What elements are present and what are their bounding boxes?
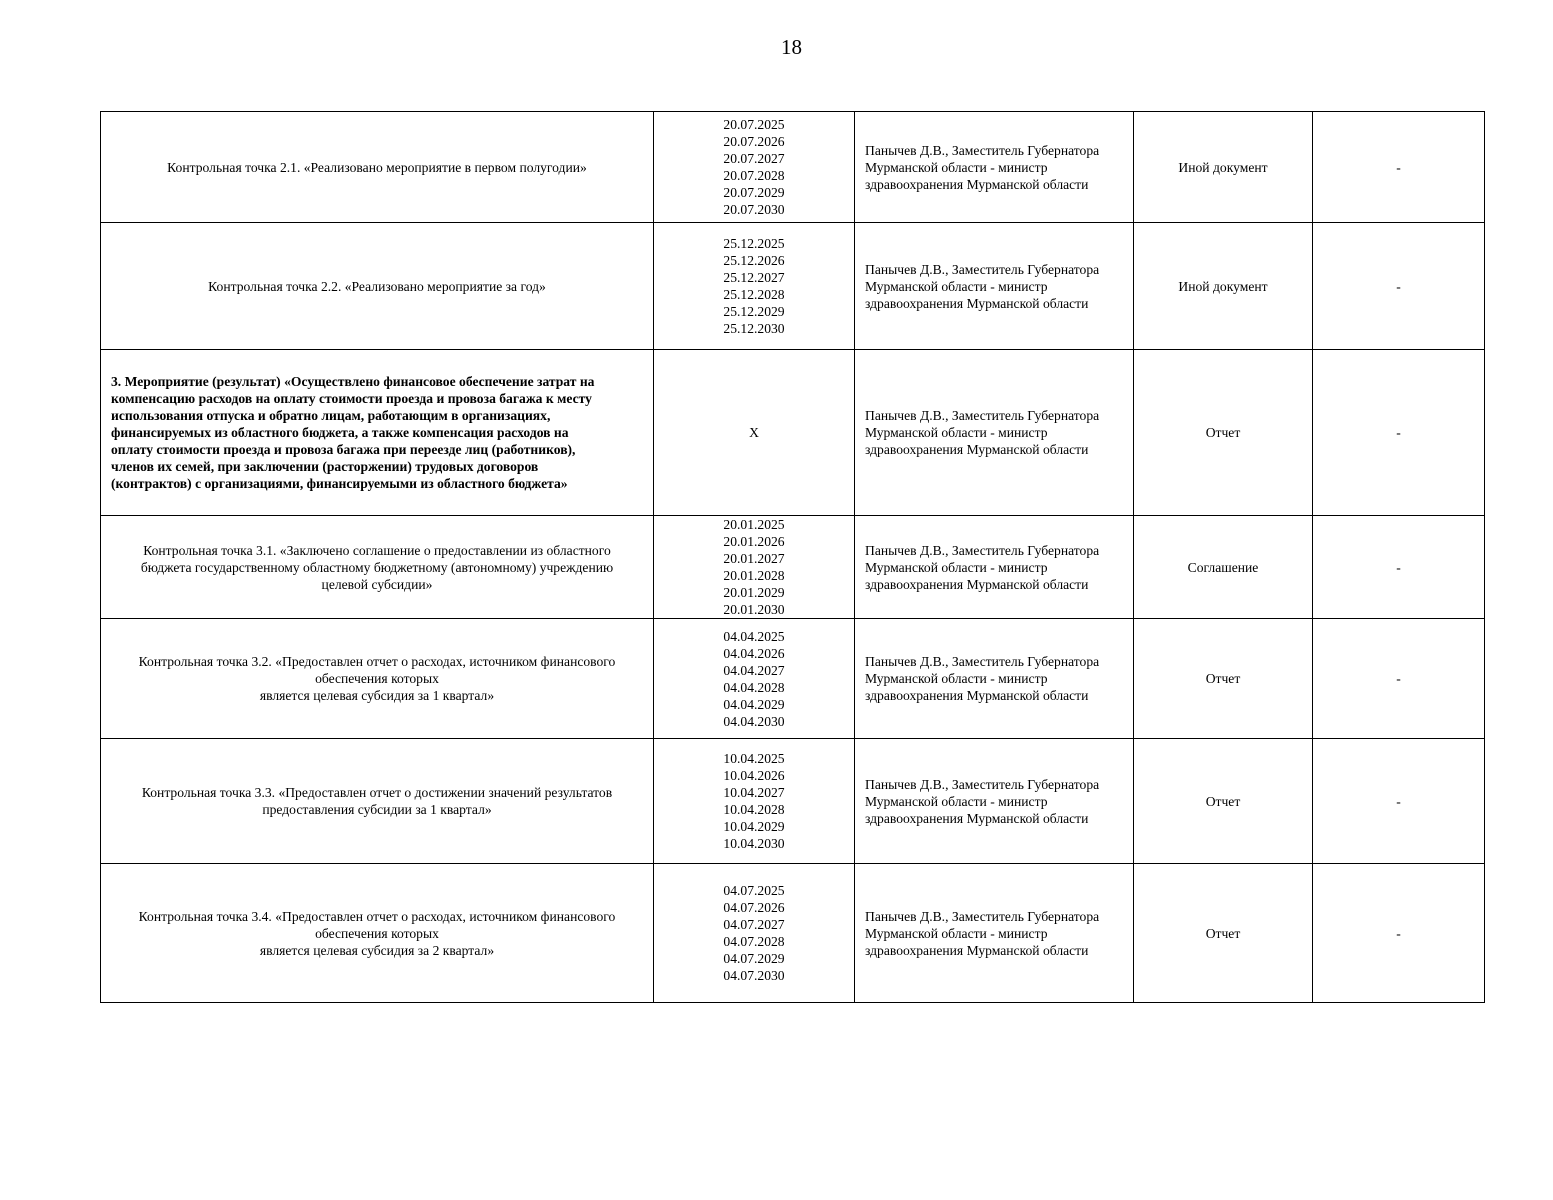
cell-note: - bbox=[1313, 619, 1485, 739]
deadline-date: 20.07.2025 bbox=[723, 117, 785, 132]
activity-name-line: членов их семей, при заключении (расторжении) трудовых договоров bbox=[111, 459, 539, 474]
responsible-line: Панычев Д.В., Заместитель Губернатора bbox=[865, 408, 1100, 423]
activity-name-line: обеспечения которых bbox=[315, 925, 439, 941]
responsible-line: Панычев Д.В., Заместитель Губернатора bbox=[865, 261, 1100, 277]
cell-document-type: Соглашение bbox=[1134, 516, 1313, 619]
cell-responsible bbox=[855, 223, 1134, 350]
deadline-date: 20.07.2030 bbox=[723, 202, 785, 217]
cell-responsible bbox=[855, 739, 1134, 864]
cell-note: - bbox=[1313, 112, 1485, 223]
cell-note: - bbox=[1313, 516, 1485, 619]
cell-document-type: Отчет bbox=[1134, 350, 1313, 516]
cell-document-type: Отчет bbox=[1134, 619, 1313, 739]
activity-name-line: (контрактов) с организациями, финансируемыми из областного бюджета» bbox=[111, 476, 568, 491]
activity-name-line: Контрольная точка 2.2. «Реализовано мероприятие за год» bbox=[208, 278, 546, 294]
activity-name-line: оплату стоимости проезда и провоза багажа при переезде лиц (работников), bbox=[111, 442, 576, 457]
responsible-line: здравоохранения Мурманской области bbox=[865, 942, 1089, 958]
control-points-table bbox=[100, 111, 1485, 1003]
deadline-date: 25.12.2026 bbox=[723, 253, 785, 268]
deadline-date: 20.01.2026 bbox=[723, 534, 785, 549]
deadline-date: 20.01.2029 bbox=[723, 585, 785, 600]
activity-name-line: предоставления субсидии за 1 квартал» bbox=[262, 802, 492, 817]
cell-deadlines bbox=[654, 864, 855, 1003]
cell-activity-name bbox=[101, 350, 654, 516]
deadline-date: 25.12.2025 bbox=[723, 236, 785, 251]
responsible-line: Мурманской области - министр bbox=[865, 925, 1048, 941]
activity-name-line: бюджета государственному областному бюджетному (автономному) учреждению bbox=[140, 559, 614, 575]
responsible-line: здравоохранения Мурманской области bbox=[865, 176, 1089, 192]
cell-activity-name bbox=[101, 619, 654, 739]
activity-name-line: использования отпуска и обратно лицам, работающим в организациях, bbox=[111, 408, 551, 423]
table-row bbox=[101, 350, 1485, 516]
cell-document-type: Иной документ bbox=[1134, 112, 1313, 223]
cell-document-type: Отчет bbox=[1134, 739, 1313, 864]
deadline-date: Х bbox=[749, 425, 759, 440]
activity-name-line: 3. Мероприятие (результат) «Осуществлено финансовое обеспечение затрат на bbox=[111, 374, 595, 389]
deadline-date: 10.04.2030 bbox=[723, 836, 785, 851]
cell-responsible bbox=[855, 112, 1134, 223]
activity-name-line: Контрольная точка 2.1. «Реализовано мероприятие в первом полугодии» bbox=[167, 159, 587, 175]
deadline-date: 20.07.2028 bbox=[723, 168, 785, 183]
cell-responsible bbox=[855, 619, 1134, 739]
responsible-line: здравоохранения Мурманской области bbox=[865, 688, 1089, 703]
cell-deadlines bbox=[654, 516, 855, 619]
responsible-line: здравоохранения Мурманской области bbox=[865, 295, 1089, 311]
deadline-date: 10.04.2026 bbox=[723, 768, 785, 783]
deadline-date: 04.07.2026 bbox=[723, 900, 785, 915]
deadline-date: 25.12.2027 bbox=[723, 270, 785, 285]
deadline-date: 04.04.2027 bbox=[723, 662, 785, 678]
cell-activity-name bbox=[101, 516, 654, 619]
page-number: 18 bbox=[781, 35, 802, 59]
activity-name-line: обеспечения которых bbox=[315, 671, 439, 686]
activity-name-line: компенсацию расходов на оплату стоимости проезда и провоза багажа к месту bbox=[111, 391, 592, 406]
table-row bbox=[101, 112, 1485, 223]
cell-deadlines bbox=[654, 619, 855, 739]
deadline-date: 20.07.2026 bbox=[723, 134, 785, 149]
cell-responsible bbox=[855, 350, 1134, 516]
cell-note: - bbox=[1313, 739, 1485, 864]
table-row bbox=[101, 864, 1485, 1003]
deadline-date: 10.04.2029 bbox=[723, 819, 785, 834]
responsible-line: Мурманской области - министр bbox=[865, 425, 1048, 440]
responsible-line: Мурманской области - министр bbox=[865, 793, 1048, 809]
cell-activity-name bbox=[101, 739, 654, 864]
deadline-date: 25.12.2028 bbox=[723, 287, 785, 302]
deadline-date: 20.07.2027 bbox=[723, 151, 785, 166]
table-row bbox=[101, 739, 1485, 864]
cell-responsible bbox=[855, 516, 1134, 619]
deadline-date: 04.04.2030 bbox=[723, 713, 785, 729]
responsible-line: Панычев Д.В., Заместитель Губернатора bbox=[865, 908, 1100, 924]
responsible-line: Панычев Д.В., Заместитель Губернатора bbox=[865, 542, 1100, 558]
responsible-line: здравоохранения Мурманской области bbox=[865, 442, 1089, 457]
deadline-date: 04.07.2029 bbox=[723, 951, 785, 966]
deadline-date: 04.07.2027 bbox=[723, 917, 785, 932]
table-row bbox=[101, 619, 1485, 739]
deadline-date: 25.12.2029 bbox=[723, 304, 785, 319]
cell-note: - bbox=[1313, 223, 1485, 350]
activity-name-line: Контрольная точка 3.4. «Предоставлен отчет о расходах, источником финансового bbox=[138, 908, 616, 924]
deadline-date: 04.04.2028 bbox=[723, 679, 785, 695]
responsible-line: Панычев Д.В., Заместитель Губернатора bbox=[865, 654, 1100, 669]
responsible-line: Мурманской области - министр bbox=[865, 559, 1048, 575]
cell-deadlines bbox=[654, 350, 855, 516]
deadline-date: 10.04.2027 bbox=[723, 785, 785, 800]
responsible-line: здравоохранения Мурманской области bbox=[865, 810, 1089, 826]
cell-deadlines bbox=[654, 739, 855, 864]
responsible-line: Мурманской области - министр bbox=[865, 159, 1048, 175]
deadline-date: 20.01.2027 bbox=[723, 551, 785, 566]
deadline-date: 04.07.2030 bbox=[723, 968, 785, 983]
table-row bbox=[101, 223, 1485, 350]
activity-name-line: является целевая субсидия за 1 квартал» bbox=[259, 688, 495, 703]
cell-deadlines bbox=[654, 112, 855, 223]
cell-activity-name bbox=[101, 112, 654, 223]
cell-activity-name bbox=[101, 223, 654, 350]
deadline-date: 10.04.2028 bbox=[723, 802, 785, 817]
responsible-line: Мурманской области - министр bbox=[865, 278, 1048, 294]
deadline-date: 10.04.2025 bbox=[723, 751, 785, 766]
deadline-date: 04.04.2026 bbox=[723, 645, 785, 661]
table-body bbox=[101, 112, 1485, 1003]
cell-note: - bbox=[1313, 864, 1485, 1003]
cell-deadlines bbox=[654, 223, 855, 350]
deadline-date: 04.07.2028 bbox=[723, 934, 785, 949]
activity-name-line: Контрольная точка 3.2. «Предоставлен отчет о расходах, источником финансового bbox=[138, 654, 616, 669]
cell-note: - bbox=[1313, 350, 1485, 516]
deadline-date: 20.01.2028 bbox=[723, 568, 785, 583]
activity-name-line: Контрольная точка 3.1. «Заключено соглашение о предоставлении из областного bbox=[143, 542, 611, 558]
deadline-date: 20.01.2025 bbox=[723, 517, 785, 532]
responsible-line: здравоохранения Мурманской области bbox=[865, 576, 1089, 592]
activity-name-line: целевой субсидии» bbox=[321, 576, 433, 592]
activity-name-line: Контрольная точка 3.3. «Предоставлен отчет о достижении значений результатов bbox=[141, 785, 613, 800]
deadline-date: 04.07.2025 bbox=[723, 883, 785, 898]
deadline-date: 20.01.2030 bbox=[723, 602, 785, 617]
deadline-date: 04.04.2029 bbox=[723, 696, 785, 712]
cell-activity-name bbox=[101, 864, 654, 1003]
cell-document-type: Отчет bbox=[1134, 864, 1313, 1003]
table-row bbox=[101, 516, 1485, 619]
activity-name-line: является целевая субсидия за 2 квартал» bbox=[259, 942, 495, 958]
deadline-date: 20.07.2029 bbox=[723, 185, 785, 200]
activity-name-line: финансируемых из областного бюджета, а также компенсация расходов на bbox=[111, 425, 569, 440]
responsible-line: Панычев Д.В., Заместитель Губернатора bbox=[865, 776, 1100, 792]
cell-responsible bbox=[855, 864, 1134, 1003]
deadline-date: 04.04.2025 bbox=[723, 628, 785, 644]
responsible-line: Панычев Д.В., Заместитель Губернатора bbox=[865, 142, 1100, 158]
responsible-line: Мурманской области - министр bbox=[865, 671, 1048, 686]
deadline-date: 25.12.2030 bbox=[723, 321, 785, 336]
cell-document-type: Иной документ bbox=[1134, 223, 1313, 350]
